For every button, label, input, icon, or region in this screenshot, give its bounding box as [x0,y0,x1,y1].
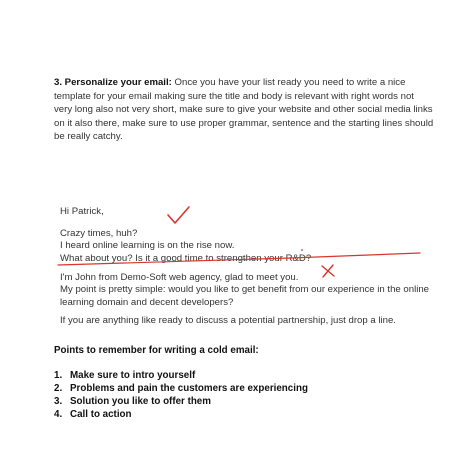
email-closing-block [60,315,430,327]
section-paragraph [54,76,434,144]
email-intro-block [60,272,430,309]
list-item: 1. Make sure to intro yourself [54,370,196,381]
email-greeting-block [60,206,430,218]
email-line: I'm John from Demo-Soft web agency, glad to meet you. [60,272,299,283]
section-body: Once you have your list ready you need to write a nice template for your email making sure the title and body is relevant with right words not very long also not very short, make sure to give your website and other social media links on it also there, make sure to use proper grammar, sentence and the starting lines should be really catchy. [54,77,434,143]
email-line: Crazy times, huh? [60,228,138,239]
list-item: 2. Problems and pain the customers are experiencing [54,383,308,394]
list-item: 3. Solution you like to offer them [54,396,211,407]
email-opening-block [60,228,430,265]
email-closing: If you are anything like ready to discuss a potential partnership, just drop a line. [60,315,396,326]
email-line: My point is pretty simple: would you like to get benefit from our experience in the online learning domain and decent developers? [60,284,430,308]
email-line: I heard online learning is on the rise now. [60,240,235,252]
points-list [54,369,308,421]
section-heading: 3. Personalize your email: [54,77,172,88]
email-line: What about you? Is it a good time to strengthen your R&D? [60,252,312,264]
email-greeting: Hi Patrick, [60,206,104,217]
points-title: Points to remember for writing a cold email: [54,345,259,356]
list-item: 4. Call to action [54,409,132,420]
